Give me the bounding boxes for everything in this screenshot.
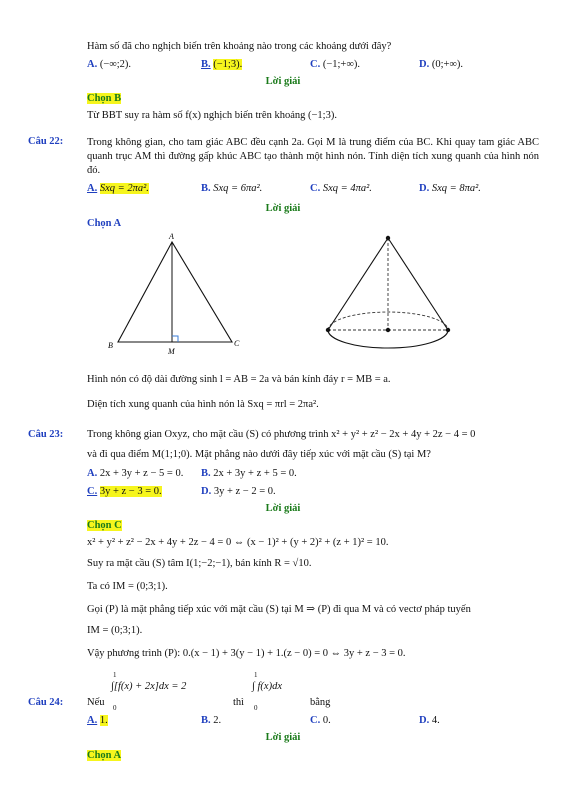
cone-base-front	[328, 330, 448, 348]
q24-thi: thì	[233, 697, 245, 708]
q21-option-a-label: A.	[87, 59, 98, 70]
q21-option-c-label: C.	[310, 59, 321, 70]
q24-option-d-label: D.	[419, 715, 430, 726]
q23-step-4: Gọi (P) là mặt phẳng tiếp xúc với mặt cầu (S) tại M ⇒ (P) đi qua M và có vectơ pháp tuyến	[87, 604, 471, 615]
q23-loi-giai: Lời giải	[265, 503, 301, 514]
q23-option-b-label: B.	[201, 468, 211, 479]
q21-option-a[interactable]	[87, 59, 131, 70]
q23-step-3: Ta có IM = (0;3;1).	[87, 581, 168, 592]
q23-option-a-text: 2x + 3y + z − 5 = 0.	[99, 468, 184, 479]
q23-option-c-label: C.	[87, 486, 98, 497]
q23-option-a[interactable]	[87, 468, 183, 479]
q23-option-a-label: A.	[87, 468, 98, 479]
label-c: C	[234, 339, 240, 348]
cone-right-point	[446, 328, 450, 332]
q22-option-d[interactable]	[419, 183, 481, 194]
q24-option-c-label: C.	[310, 715, 321, 726]
cone-side-right	[388, 238, 448, 330]
q22-option-a-text: Sxq = 2πa².	[99, 183, 149, 194]
q22-option-c[interactable]	[310, 183, 372, 194]
q23-option-d-label: D.	[201, 486, 212, 497]
q22-option-d-text: Sxq = 8πa².	[431, 183, 481, 194]
q24-option-b[interactable]	[201, 715, 221, 726]
q22-option-b[interactable]	[201, 183, 262, 194]
q22-option-d-label: D.	[419, 183, 430, 194]
q23-option-c-text: 3y + z − 3 = 0.	[99, 486, 162, 497]
q24-option-d[interactable]	[419, 715, 440, 726]
q21-option-b[interactable]	[201, 59, 242, 70]
q23-option-d-text: 3y + z − 2 = 0.	[213, 486, 276, 497]
q24-chon: Chọn A	[87, 750, 122, 761]
q23-option-b-text: 2x + 3y + z + 5 = 0.	[213, 468, 297, 479]
q22-option-c-text: Sxq = 4πa².	[322, 183, 372, 194]
q24-int1-lower: 0	[113, 704, 117, 712]
q22-solution-1: Hình nón có độ dài đường sinh l = AB = 2a và bán kính đáy r = MB = a.	[87, 374, 391, 385]
cone-left-point	[326, 328, 330, 332]
q23-stem-2: và đi qua điểm M(1;1;0). Mặt phẳng nào dưới đây tiếp xúc với mặt cầu (S) tại M?	[87, 449, 431, 460]
q24-option-a-text: 1.	[99, 715, 108, 726]
q21-option-b-label: B.	[201, 59, 211, 70]
q24-integral-1: ∫[f(x) + 2x]dx = 2	[111, 681, 187, 692]
q24-option-a-label: A.	[87, 715, 98, 726]
q24-option-c[interactable]	[310, 715, 331, 726]
q21-chon: Chọn B	[87, 93, 122, 104]
cone-apex-point	[386, 236, 390, 240]
q24-option-d-text: 4.	[431, 715, 440, 726]
q21-option-c-text: (−1;+∞).	[322, 59, 360, 70]
cone-side-left	[328, 238, 388, 330]
q23-step-1: x² + y² + z² − 2x + 4y + 2z − 4 = 0 ⇔ (x − 1)² + (y + 2)² + (z + 1)² = 10.	[87, 537, 389, 548]
q23-option-d[interactable]	[201, 486, 276, 497]
q24-option-b-text: 2.	[213, 715, 222, 726]
q22-number: Câu 22:	[28, 136, 64, 147]
q23-chon: Chọn C	[87, 520, 122, 531]
q22-option-a[interactable]	[87, 183, 149, 194]
cone-center-point	[386, 328, 390, 332]
q24-option-b-label: B.	[201, 715, 211, 726]
right-angle-mark	[172, 336, 178, 342]
label-m: M	[168, 347, 175, 356]
q22-option-a-label: A.	[87, 183, 98, 194]
q24-bang: bằng	[310, 697, 331, 708]
q21-option-d-text: (0;+∞).	[431, 59, 464, 70]
q24-int2-lower: 0	[254, 704, 258, 712]
q24-int1-upper: 1	[113, 671, 117, 679]
q21-option-d[interactable]	[419, 59, 463, 70]
q24-option-c-text: 0.	[322, 715, 331, 726]
equilateral-triangle-figure	[100, 230, 250, 360]
q23-number: Câu 23:	[28, 429, 64, 440]
q22-stem: Trong không gian, cho tam giác ABC đều cạnh 2a. Gọi M là trung điểm của BC. Khi quay tam giác ABC quanh trục AM thì đường gấp khúc ABC tạo thành một hình nón. Tính diện tích xung quanh của hình nón đó.	[87, 137, 539, 176]
q21-option-c[interactable]	[310, 59, 360, 70]
q24-int2-upper: 1	[254, 671, 258, 679]
q24-integral-2: ∫ f(x)dx	[252, 681, 282, 692]
q21-option-b-text: (−1;3).	[213, 59, 243, 70]
cone-figure	[318, 230, 458, 365]
q24-neu: Nếu	[87, 697, 105, 708]
q24-number: Câu 24:	[28, 697, 64, 708]
q21-option-a-text: (−∞;2).	[99, 59, 132, 70]
q22-chon: Chọn A	[87, 218, 122, 229]
q21-solution: Từ BBT suy ra hàm số f(x) nghịch biến trên khoảng (−1;3).	[87, 110, 337, 121]
q22-option-b-label: B.	[201, 183, 211, 194]
triangle-abc	[118, 242, 232, 342]
q24-loi-giai: Lời giải	[265, 732, 301, 743]
q23-option-c[interactable]	[87, 486, 162, 497]
q21-loi-giai: Lời giải	[265, 76, 301, 87]
label-b: B	[108, 341, 113, 350]
q21-stem: Hàm số đã cho nghịch biến trên khoảng nào trong các khoảng dưới đây?	[87, 41, 392, 52]
q22-solution-2: Diện tích xung quanh của hình nón là Sxq = πrl = 2πa².	[87, 399, 319, 410]
q22-option-c-label: C.	[310, 183, 321, 194]
q24-option-a[interactable]	[87, 715, 108, 726]
q23-step-6: Vậy phương trình (P): 0.(x − 1) + 3(y − 1) + 1.(z − 0) = 0 ⇔ 3y + z − 3 = 0.	[87, 648, 406, 659]
q22-option-b-text: Sxq = 6πa².	[213, 183, 263, 194]
q23-step-2: Suy ra mặt cầu (S) tâm I(1;−2;−1), bán kính R = √10.	[87, 558, 312, 569]
label-a: A	[169, 232, 174, 241]
q23-option-b[interactable]	[201, 468, 297, 479]
q21-option-d-label: D.	[419, 59, 430, 70]
q22-loi-giai: Lời giải	[265, 203, 301, 214]
q23-step-5: IM = (0;3;1).	[87, 625, 143, 636]
q23-stem-1: Trong không gian Oxyz, cho mặt cầu (S) có phương trình x² + y² + z² − 2x + 4y + 2z − 4 = 0	[87, 429, 476, 440]
